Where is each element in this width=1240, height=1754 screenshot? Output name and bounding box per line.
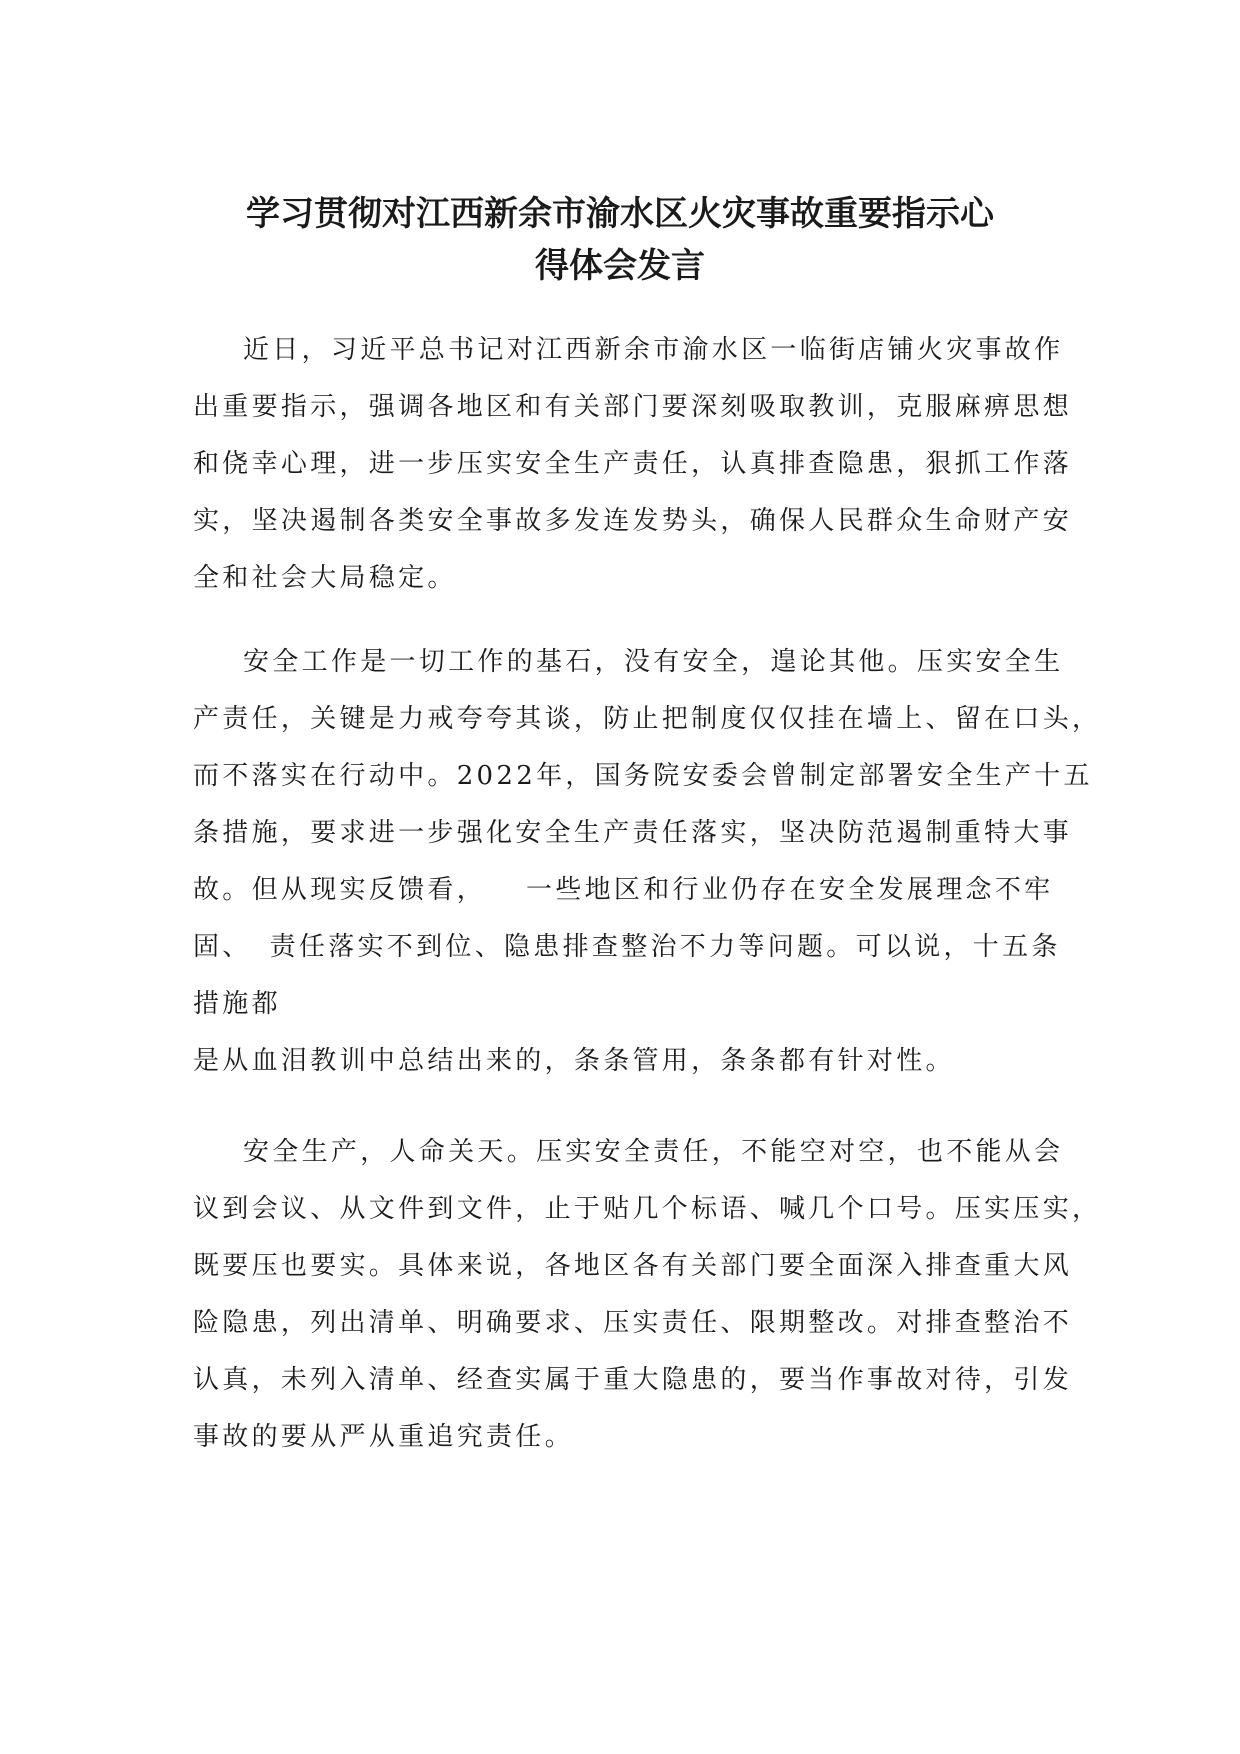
paragraph-line: 和侥幸心理，进一步压实安全生产责任，认真排查隐患，狠抓工作落 [193,449,1073,479]
paragraph-line: 安全生产，人命关天。压实安全责任，不能空对空，也不能从会 [243,1137,1064,1167]
paragraph-line: 既要压也要实。具体来说，各地区各有关部门要全面深入排查重大风 [193,1251,1073,1281]
paragraph-line: 措施都 [193,989,281,1019]
paragraph-line: 全和社会大局稳定。 [193,563,457,593]
paragraph-line: 而不落实在行动中。2022年，国务院安委会曾制定部署安全生产十五 [193,761,1093,791]
paragraph-line: 险隐患，列出清单、明确要求、压实责任、限期整改。对排查整治不 [193,1308,1073,1338]
paragraph-2 [193,634,1102,1090]
paragraph-line: 认真，未列入清单、经查实属于重大隐患的，要当作事故对待，引发 [193,1365,1073,1395]
paragraph-segment: 一些地区和行业仍存在安全发展理念不牢 [526,875,1054,905]
document-title-line-1: 学习贯彻对江西新余市渝水区火灾事故重要指示心 [246,194,994,234]
paragraph-line: 安全工作是一切工作的基石，没有安全，遑论其他。压实安全生 [243,647,1064,677]
paragraph-line: 条措施，要求进一步强化安全生产责任落实，坚决防范遏制重特大事 [193,818,1073,848]
paragraph-segment: 责任落实不到位、隐患排查整治不力等问题。可以说，十五条 [269,932,1061,962]
document-title-line-2: 得体会发言 [535,246,705,286]
paragraph-line: 出重要指示，强调各地区和有关部门要深刻吸取教训，克服麻痹思想 [193,392,1073,422]
paragraph-3 [193,1124,1102,1466]
paragraph-line: 是从血泪教训中总结出来的，条条管用，条条都有针对性。 [193,1046,955,1076]
paragraph-line: 议到会议、从文件到文件，止于贴几个标语、喊几个口号。压实压实， [193,1194,1102,1224]
paragraph-segment: 故。但从现实反馈看， [193,875,487,905]
paragraph-segment: 固、 [193,932,252,962]
paragraph-line-split [193,919,1061,976]
paragraph-line: 近日，习近平总书记对江西新余市渝水区一临街店铺火灾事故作 [243,335,1064,365]
paragraph-line: 产责任，关键是力戒夸夸其谈，防止把制度仅仅挂在墙上、留在口头， [193,704,1102,734]
paragraph-line-split [193,862,1057,919]
paragraph-line: 事故的要从严从重追究责任。 [193,1422,574,1452]
paragraph-line: 实，坚决遏制各类安全事故多发连发势头，确保人民群众生命财产安 [193,506,1073,536]
paragraph-1 [193,322,1073,607]
